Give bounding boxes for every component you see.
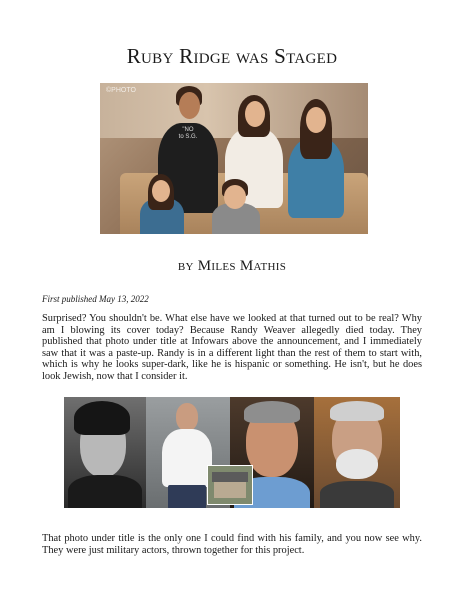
- head-boy: [224, 185, 246, 209]
- head-small-girl: [152, 180, 170, 202]
- byline: by Miles Mathis: [177, 258, 287, 274]
- portrait-young-man: [64, 397, 146, 508]
- cabin-photo: [207, 465, 253, 505]
- shirt-text-2: to S.G.: [178, 134, 198, 140]
- head-man: [179, 92, 200, 119]
- page-title: Ruby Ridge was Staged: [126, 44, 338, 68]
- family-photo: [100, 83, 368, 234]
- publish-date: First published May 13, 2022: [42, 294, 149, 304]
- shirt-text-1: "NO: [182, 127, 194, 133]
- head-woman: [245, 101, 265, 127]
- paragraph-1: Surprised? You shouldn't be. What else have we looked at that turned out to be real? Why am I blowing its cover today? Because Randy Weaver allegedly died today. They published that photo under title at Infowars above the announcement, and I immediately saw that it was a paste-up. Randy is in a different light than the rest of them to start with, which is why he looks super-dark, like he is hispanic or something. He isn't, but he does look Jewish, now that I consider it.: [42, 313, 422, 382]
- photo-watermark: ©PHOTO: [106, 87, 136, 94]
- portrait-bearded-man: [314, 397, 400, 508]
- paragraph-2: That photo under title is the only one I could find with his family, and you now see why. They were just military actors, thrown together for this project.: [42, 533, 422, 556]
- head-girl-right: [306, 107, 326, 133]
